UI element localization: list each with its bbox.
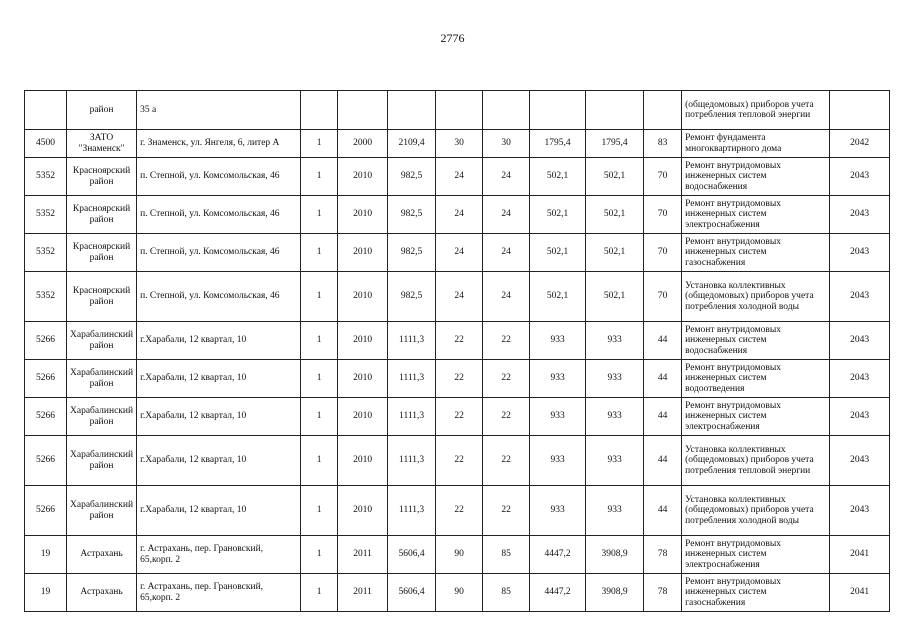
cell-count: 1 xyxy=(301,536,338,574)
cell-period: 2043 xyxy=(830,196,890,234)
cell-pct: 78 xyxy=(644,574,682,612)
cell-area-total: 1111,3 xyxy=(388,322,436,360)
cell-count: 1 xyxy=(301,322,338,360)
cell-pct: 44 xyxy=(644,360,682,398)
table-row xyxy=(25,360,890,398)
housing-repair-table xyxy=(24,90,890,612)
cell-work: Ремонт внутридомовых инженерных систем электроснабжения xyxy=(682,536,830,574)
cell-count: 1 xyxy=(301,234,338,272)
table-row xyxy=(25,130,890,158)
cell-pct: 44 xyxy=(644,322,682,360)
cell-c1: 90 xyxy=(436,536,483,574)
cell-municipality: Красноярский район xyxy=(67,158,137,196)
cell-a2 xyxy=(586,91,644,130)
table-row xyxy=(25,536,890,574)
cell-work: Ремонт фундамента многоквартирного дома xyxy=(682,130,830,158)
cell-a2: 3908,9 xyxy=(586,574,644,612)
cell-a1: 933 xyxy=(530,436,586,486)
table-row xyxy=(25,158,890,196)
cell-municipality: Астрахань xyxy=(67,536,137,574)
cell-municipality: Красноярский район xyxy=(67,234,137,272)
cell-municipality: Харабалинский район xyxy=(67,398,137,436)
cell-year: 2011 xyxy=(338,536,388,574)
cell-year: 2010 xyxy=(338,398,388,436)
cell-a1: 1795,4 xyxy=(530,130,586,158)
cell-address: п. Степной, ул. Комсомольская, 46 xyxy=(137,234,301,272)
cell-c2: 85 xyxy=(483,536,530,574)
cell-area-total: 1111,3 xyxy=(388,436,436,486)
cell-period: 2043 xyxy=(830,436,890,486)
cell-a1: 933 xyxy=(530,486,586,536)
cell-pct: 44 xyxy=(644,486,682,536)
cell-address: г.Харабали, 12 квартал, 10 xyxy=(137,398,301,436)
cell-code: 4500 xyxy=(25,130,67,158)
cell-a2: 933 xyxy=(586,486,644,536)
cell-c1: 24 xyxy=(436,196,483,234)
cell-work: Ремонт внутридомовых инженерных систем водоснабжения xyxy=(682,322,830,360)
cell-a2: 933 xyxy=(586,360,644,398)
cell-work: Ремонт внутридомовых инженерных систем газоснабжения xyxy=(682,574,830,612)
cell-pct: 78 xyxy=(644,536,682,574)
cell-year: 2010 xyxy=(338,322,388,360)
cell-year: 2010 xyxy=(338,196,388,234)
cell-c2: 22 xyxy=(483,360,530,398)
table-row xyxy=(25,486,890,536)
cell-work: Ремонт внутридомовых инженерных систем электроснабжения xyxy=(682,196,830,234)
cell-area-total: 982,5 xyxy=(388,234,436,272)
cell-a1: 933 xyxy=(530,398,586,436)
cell-municipality: район xyxy=(67,91,137,130)
cell-address: г.Харабали, 12 квартал, 10 xyxy=(137,322,301,360)
cell-area-total: 5606,4 xyxy=(388,536,436,574)
cell-c2: 24 xyxy=(483,158,530,196)
cell-a1: 933 xyxy=(530,360,586,398)
cell-pct: 44 xyxy=(644,436,682,486)
cell-municipality: Харабалинский район xyxy=(67,486,137,536)
cell-code: 5266 xyxy=(25,360,67,398)
cell-a1: 502,1 xyxy=(530,272,586,322)
cell-address: п. Степной, ул. Комсомольская, 46 xyxy=(137,272,301,322)
cell-count: 1 xyxy=(301,196,338,234)
cell-a1: 4447,2 xyxy=(530,536,586,574)
cell-address: п. Степной, ул. Комсомольская, 46 xyxy=(137,196,301,234)
cell-work: Установка коллективных (общедомовых) приборов учета потребления тепловой энергии xyxy=(682,436,830,486)
cell-year: 2011 xyxy=(338,574,388,612)
cell-work: Установка коллективных (общедомовых) приборов учета потребления холодной воды xyxy=(682,272,830,322)
cell-area-total: 1111,3 xyxy=(388,486,436,536)
cell-pct: 70 xyxy=(644,158,682,196)
cell-period: 2043 xyxy=(830,486,890,536)
cell-c2: 22 xyxy=(483,436,530,486)
cell-a2: 933 xyxy=(586,436,644,486)
table-row xyxy=(25,398,890,436)
cell-c1: 22 xyxy=(436,436,483,486)
cell-year: 2010 xyxy=(338,436,388,486)
cell-area-total: 982,5 xyxy=(388,158,436,196)
cell-pct xyxy=(644,91,682,130)
cell-code: 5266 xyxy=(25,436,67,486)
cell-address: г.Харабали, 12 квартал, 10 xyxy=(137,486,301,536)
cell-year: 2010 xyxy=(338,360,388,398)
cell-municipality: Астрахань xyxy=(67,574,137,612)
cell-c1 xyxy=(436,91,483,130)
cell-municipality: Харабалинский район xyxy=(67,436,137,486)
cell-count: 1 xyxy=(301,158,338,196)
cell-c1: 24 xyxy=(436,234,483,272)
cell-address: г. Астрахань, пер. Грановский, 65,корп. 2 xyxy=(137,574,301,612)
cell-period xyxy=(830,91,890,130)
cell-a2: 933 xyxy=(586,398,644,436)
cell-area-total: 1111,3 xyxy=(388,360,436,398)
cell-code: 5352 xyxy=(25,234,67,272)
cell-work: Установка коллективных (общедомовых) приборов учета потребления холодной воды xyxy=(682,486,830,536)
page-number: 2776 xyxy=(440,31,465,45)
cell-a2: 3908,9 xyxy=(586,536,644,574)
cell-c2: 22 xyxy=(483,486,530,536)
cell-c2: 24 xyxy=(483,272,530,322)
cell-a2: 502,1 xyxy=(586,158,644,196)
cell-c1: 30 xyxy=(436,130,483,158)
cell-period: 2043 xyxy=(830,322,890,360)
cell-pct: 70 xyxy=(644,196,682,234)
cell-year: 2000 xyxy=(338,130,388,158)
cell-work: Ремонт внутридомовых инженерных систем водоснабжения xyxy=(682,158,830,196)
table-row xyxy=(25,234,890,272)
cell-code: 5352 xyxy=(25,158,67,196)
cell-c2: 22 xyxy=(483,398,530,436)
cell-municipality: Красноярский район xyxy=(67,196,137,234)
cell-work: Ремонт внутридомовых инженерных систем водоотведения xyxy=(682,360,830,398)
cell-year: 2010 xyxy=(338,486,388,536)
cell-c1: 22 xyxy=(436,322,483,360)
cell-a1 xyxy=(530,91,586,130)
cell-code xyxy=(25,91,67,130)
cell-period: 2041 xyxy=(830,574,890,612)
cell-address: г. Знаменск, ул. Янгеля, 6, литер А xyxy=(137,130,301,158)
table-row-continued xyxy=(25,91,890,130)
cell-code: 5352 xyxy=(25,272,67,322)
table-row xyxy=(25,574,890,612)
table-row xyxy=(25,322,890,360)
cell-work: (общедомовых) приборов учета потребления тепловой энергии xyxy=(682,91,830,130)
cell-municipality: Красноярский район xyxy=(67,272,137,322)
cell-work: Ремонт внутридомовых инженерных систем электроснабжения xyxy=(682,398,830,436)
cell-c1: 24 xyxy=(436,158,483,196)
cell-a2: 1795,4 xyxy=(586,130,644,158)
cell-a2: 502,1 xyxy=(586,272,644,322)
cell-area-total xyxy=(388,91,436,130)
cell-code: 5266 xyxy=(25,398,67,436)
cell-period: 2043 xyxy=(830,360,890,398)
cell-code: 19 xyxy=(25,536,67,574)
cell-c2: 24 xyxy=(483,234,530,272)
cell-c2: 24 xyxy=(483,196,530,234)
cell-area-total: 2109,4 xyxy=(388,130,436,158)
cell-year xyxy=(338,91,388,130)
cell-count xyxy=(301,91,338,130)
cell-period: 2043 xyxy=(830,272,890,322)
cell-count: 1 xyxy=(301,574,338,612)
cell-c1: 22 xyxy=(436,486,483,536)
cell-code: 5266 xyxy=(25,486,67,536)
cell-pct: 70 xyxy=(644,234,682,272)
cell-year: 2010 xyxy=(338,272,388,322)
cell-area-total: 982,5 xyxy=(388,272,436,322)
cell-work: Ремонт внутридомовых инженерных систем газоснабжения xyxy=(682,234,830,272)
cell-a1: 502,1 xyxy=(530,158,586,196)
table-row xyxy=(25,196,890,234)
table-row xyxy=(25,436,890,486)
cell-pct: 83 xyxy=(644,130,682,158)
cell-c2 xyxy=(483,91,530,130)
cell-year: 2010 xyxy=(338,234,388,272)
cell-period: 2041 xyxy=(830,536,890,574)
cell-code: 19 xyxy=(25,574,67,612)
cell-count: 1 xyxy=(301,486,338,536)
cell-area-total: 982,5 xyxy=(388,196,436,234)
cell-pct: 70 xyxy=(644,272,682,322)
cell-period: 2042 xyxy=(830,130,890,158)
table-row xyxy=(25,272,890,322)
cell-a2: 502,1 xyxy=(586,234,644,272)
cell-a1: 933 xyxy=(530,322,586,360)
cell-address: г.Харабали, 12 квартал, 10 xyxy=(137,360,301,398)
cell-c1: 24 xyxy=(436,272,483,322)
cell-count: 1 xyxy=(301,360,338,398)
cell-count: 1 xyxy=(301,436,338,486)
cell-area-total: 1111,3 xyxy=(388,398,436,436)
cell-count: 1 xyxy=(301,130,338,158)
cell-year: 2010 xyxy=(338,158,388,196)
cell-period: 2043 xyxy=(830,398,890,436)
cell-count: 1 xyxy=(301,272,338,322)
cell-c1: 90 xyxy=(436,574,483,612)
cell-a1: 502,1 xyxy=(530,196,586,234)
cell-address: п. Степной, ул. Комсомольская, 46 xyxy=(137,158,301,196)
cell-a1: 4447,2 xyxy=(530,574,586,612)
cell-a2: 502,1 xyxy=(586,196,644,234)
cell-period: 2043 xyxy=(830,234,890,272)
cell-c2: 85 xyxy=(483,574,530,612)
cell-period: 2043 xyxy=(830,158,890,196)
cell-address: 35 а xyxy=(137,91,301,130)
cell-c2: 22 xyxy=(483,322,530,360)
cell-c2: 30 xyxy=(483,130,530,158)
cell-code: 5352 xyxy=(25,196,67,234)
cell-count: 1 xyxy=(301,398,338,436)
cell-municipality: Харабалинский район xyxy=(67,322,137,360)
cell-code: 5266 xyxy=(25,322,67,360)
cell-a1: 502,1 xyxy=(530,234,586,272)
cell-municipality: Харабалинский район xyxy=(67,360,137,398)
cell-municipality: ЗАТО "Знаменск" xyxy=(67,130,137,158)
cell-address: г.Харабали, 12 квартал, 10 xyxy=(137,436,301,486)
cell-c1: 22 xyxy=(436,360,483,398)
cell-pct: 44 xyxy=(644,398,682,436)
cell-area-total: 5606,4 xyxy=(388,574,436,612)
cell-address: г. Астрахань, пер. Грановский, 65,корп. 2 xyxy=(137,536,301,574)
cell-c1: 22 xyxy=(436,398,483,436)
cell-a2: 933 xyxy=(586,322,644,360)
